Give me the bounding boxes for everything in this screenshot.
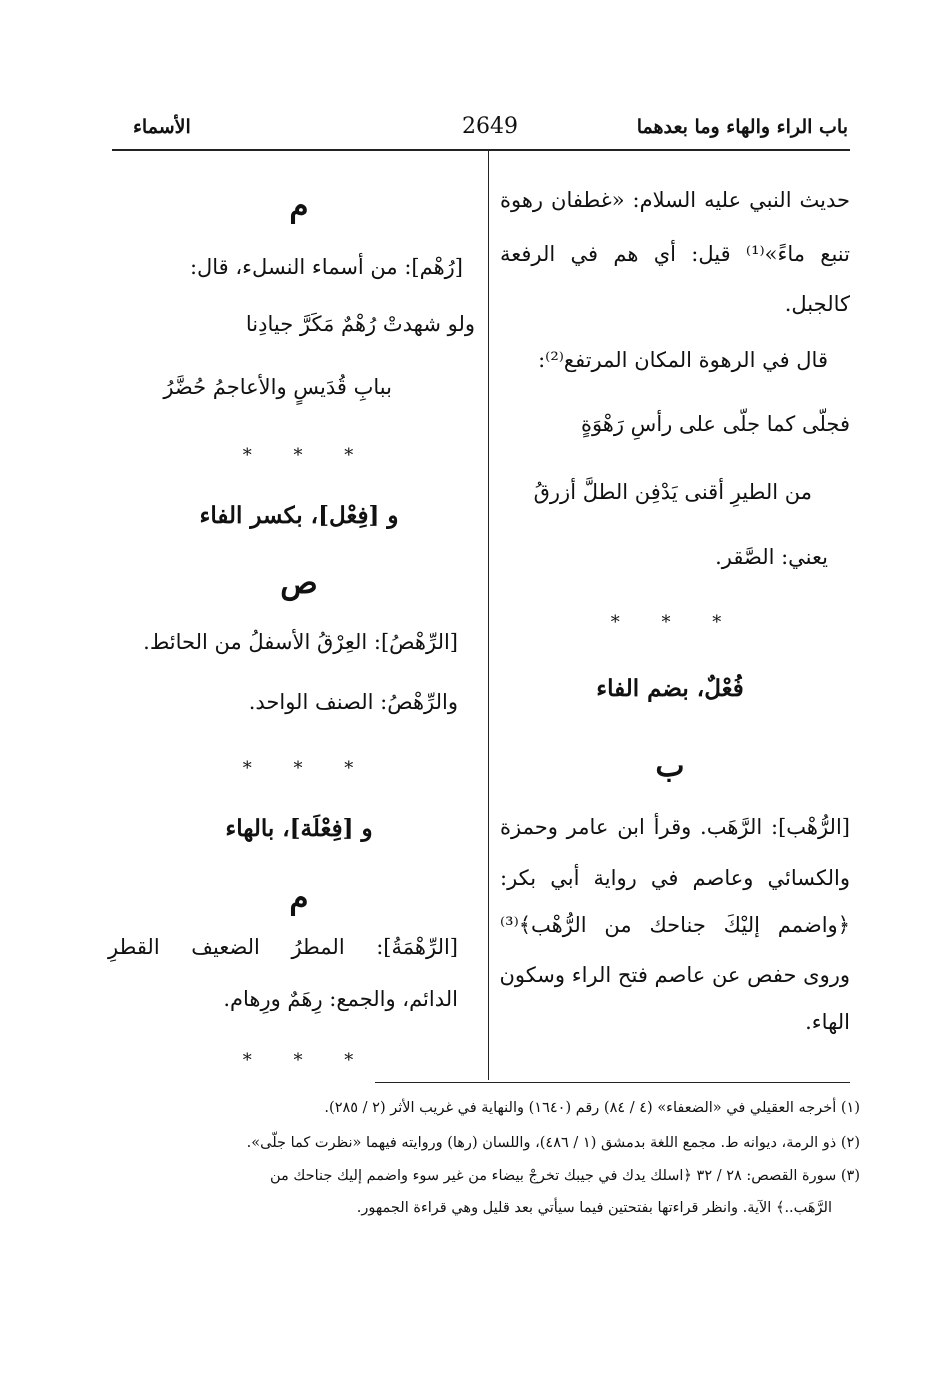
footnote-2: (٢) ذو الرمة، ديوانه ط. مجمع اللغة بدمشق (١ / ٤٨٦)، واللسان (رها) وروايته فيهما «نظرت كما جلّى». <box>246 1135 860 1151</box>
footnote-3: (٣) سورة القصص: ٢٨ / ٣٢ ﴿اسلك يدك في جيبك تخرجْ بيضاء من غير سوء واضمم إليك جناحك من <box>270 1168 860 1184</box>
separator-stars: * * * <box>610 612 740 633</box>
separator-stars: * * * <box>242 445 372 466</box>
letter-heading: م <box>289 188 309 224</box>
letter-heading: ص <box>280 565 318 601</box>
text-line: يعني: الصَّقر. <box>715 545 828 569</box>
text-line: والرِّهْصُ: الصنف الواحد. <box>248 690 458 714</box>
section-heading: و [فِعْل]، بكسر الفاء <box>199 502 399 529</box>
text-line: الدائم، والجمع: رِهَمٌ ورِهام. <box>223 987 458 1011</box>
footnote-3-continued: الرَّهَب..﴾ الآية. وانظر قراءتها بفتحتين فيما سيأتي بعد قليل وهي قراءة الجمهور. <box>356 1200 832 1216</box>
quran-quote: ﴿واضمم إليْكَ جناحك من الرُّهْب﴾⁽³⁾ <box>500 913 850 937</box>
text-line: حديث النبي عليه السلام: «غطفان رهوة <box>500 188 850 212</box>
text-line: وروى حفص عن عاصم فتح الراء وسكون <box>499 963 850 987</box>
verse-line: من الطيرِ أقنى يَدْفِن الطلَّ أزرقُ <box>533 480 812 504</box>
text-line: تنبع ماءً»⁽¹⁾ قيل: أي هم في الرفعة <box>500 242 850 266</box>
verse-line: ببابِ قُدَيسٍ والأعاجمُ حُضَّرُ <box>163 375 392 399</box>
letter-heading: ب <box>655 748 685 784</box>
section-heading: فُعْلٌ، بضم الفاء <box>596 675 744 702</box>
text-line: [الرُّهْب]: الرَّهَب. وقرأ ابن عامر وحمزة <box>500 815 850 839</box>
footnote-1: (١) أخرجه العقيلي في «الضعفاء» (٤ / ٨٤) رقم (١٦٤٠) والنهاية في غريب الأثر (٢ / ٢٨٥). <box>324 1100 860 1116</box>
column-divider <box>488 150 489 1080</box>
verse-line: فجلّى كما جلّى على رأسِ رَهْوَةٍ <box>580 412 850 436</box>
text-line: [رُهْم]: من أسماء النسلء، قال: <box>189 255 463 279</box>
chapter-title: باب الراء والهاء وما بعدهما <box>636 116 848 138</box>
section-heading: و [فِعْلَة]، بالهاء <box>225 815 373 842</box>
text-line: كالجبل. <box>784 292 850 316</box>
section-title: الأسماء <box>133 116 191 138</box>
text-line: قال في الرهوة المكان المرتفع⁽²⁾: <box>538 348 828 372</box>
separator-stars: * * * <box>242 1050 372 1071</box>
page-number: 2649 <box>462 114 518 139</box>
separator-stars: * * * <box>242 758 372 779</box>
text-line: الهاء. <box>805 1010 850 1034</box>
verse-line: ولو شهدتْ رُهْمٌ مَكَرَّ جيادِنا <box>245 312 475 336</box>
footnote-rule <box>375 1082 850 1083</box>
text-line: [الرِّهْصُ]: العِرْقُ الأسفلُ من الحائط. <box>143 630 458 654</box>
letter-heading: م <box>289 880 309 916</box>
text-line: والكسائي وعاصم في رواية أبي بكر: <box>500 866 850 890</box>
header-rule <box>112 149 850 151</box>
text-line: [الرِّهْمَةُ]: المطرُ الضعيف القطرِ <box>108 935 458 959</box>
